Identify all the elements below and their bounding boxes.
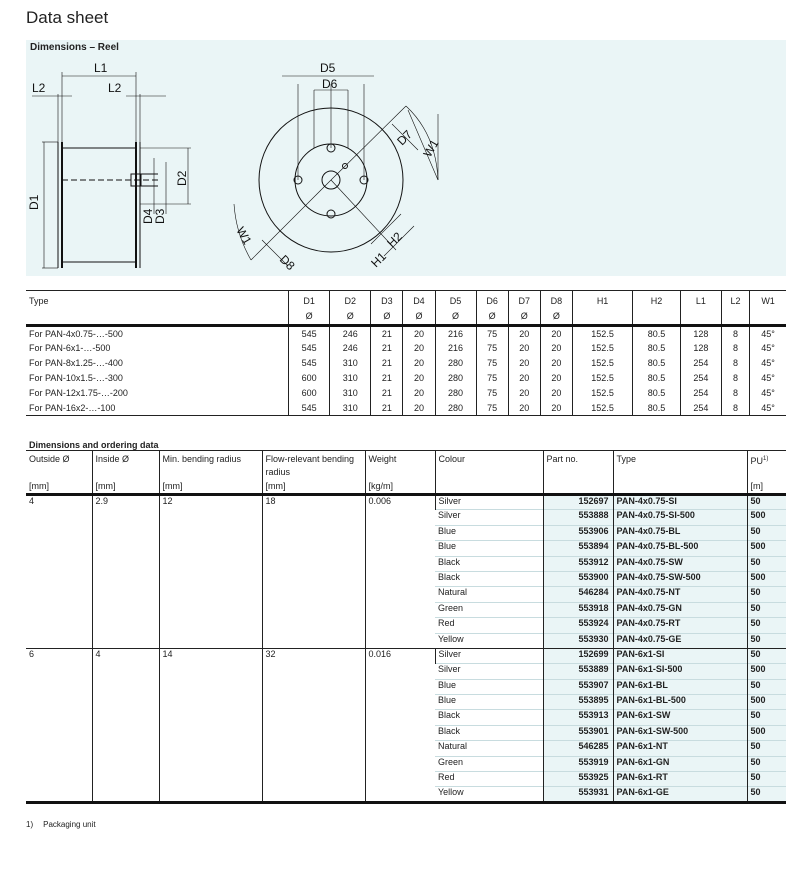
dim-header-sub: Ø (305, 311, 313, 321)
colour-cell: Silver (435, 664, 543, 679)
dim-cell: 20 (540, 386, 572, 401)
part-number: 152699 (543, 648, 613, 663)
footnote-text: Packaging unit (43, 820, 96, 829)
dim-cell: 310 (330, 401, 371, 416)
type-code: PAN-6x1-SI-500 (613, 664, 747, 679)
dim-header-label: D3 (381, 296, 393, 306)
group-min_bend: 14 (159, 648, 262, 802)
group-inside: 4 (92, 648, 159, 802)
label-d3: D3 (153, 208, 167, 224)
dim-cell: 254 (680, 401, 721, 416)
dim-cell: 20 (508, 341, 540, 356)
unit-cell: [mm] (262, 481, 365, 495)
dim-cell: 20 (540, 326, 572, 341)
part-number: 553888 (543, 510, 613, 525)
dim-header-1 (289, 291, 330, 326)
footnote (26, 820, 106, 829)
dim-cell: 20 (540, 401, 572, 416)
dim-cell: 152.5 (572, 326, 632, 341)
pu-cell: 50 (747, 587, 786, 602)
dim-header-label: L1 (695, 296, 706, 306)
part-number: 553907 (543, 679, 613, 694)
unit-cell (435, 481, 543, 495)
dim-cell: 280 (435, 386, 476, 401)
pu-cell: 50 (747, 618, 786, 633)
dim-cell: 80.5 (633, 401, 681, 416)
dim-cell: 20 (403, 401, 435, 416)
dim-header-11 (680, 291, 721, 326)
dim-header-label: D7 (518, 296, 530, 306)
pu-cell: 50 (747, 772, 786, 787)
table-row (26, 386, 786, 401)
dim-header-sub: Ø (415, 311, 423, 321)
dim-cell: 254 (680, 356, 721, 371)
dim-cell: 20 (403, 341, 435, 356)
part-number: 553906 (543, 525, 613, 540)
reel-section-title: Dimensions – Reel (30, 42, 119, 53)
dim-cell: 20 (540, 341, 572, 356)
dim-cell: 545 (289, 326, 330, 341)
dim-header-sub: Ø (552, 311, 560, 321)
dim-cell: 75 (476, 401, 508, 416)
dim-cell: 21 (371, 371, 403, 386)
dim-cell: 80.5 (633, 386, 681, 401)
dim-cell: 45° (750, 401, 786, 416)
pu-cell: 50 (747, 525, 786, 540)
ordering-header-0: Outside Ø (29, 453, 70, 464)
dim-cell: 20 (540, 371, 572, 386)
table-row (26, 356, 786, 371)
label-d7: D7 (394, 127, 415, 149)
dim-header-label: D1 (303, 296, 315, 306)
table-row (26, 371, 786, 386)
type-code: PAN-6x1-SW (613, 710, 747, 725)
colour-cell: Black (435, 556, 543, 571)
pu-cell: 50 (747, 495, 786, 510)
type-code: PAN-6x1-NT (613, 741, 747, 756)
label-d5: D5 (320, 61, 336, 75)
colour-cell: Red (435, 772, 543, 787)
colour-cell: Silver (435, 495, 543, 510)
colour-cell: Red (435, 618, 543, 633)
reel-drawing (26, 54, 786, 276)
dim-header-5 (435, 291, 476, 326)
part-number: 553918 (543, 602, 613, 617)
dim-cell: 254 (680, 371, 721, 386)
dim-header-label: Type (29, 296, 49, 306)
colour-cell: Silver (435, 648, 543, 663)
label-d8: D8 (276, 252, 298, 273)
label-d1: D1 (27, 194, 41, 210)
dim-cell: 216 (435, 341, 476, 356)
part-number: 152697 (543, 495, 613, 510)
colour-cell: Black (435, 710, 543, 725)
part-number: 553894 (543, 541, 613, 556)
colour-cell: Blue (435, 541, 543, 556)
unit-cell (613, 481, 747, 495)
unit-cell: [mm] (29, 480, 49, 491)
ordering-header-4: Weight (365, 450, 435, 481)
dim-cell: 8 (721, 326, 749, 341)
dim-cell: 600 (289, 371, 330, 386)
part-number: 553889 (543, 664, 613, 679)
dim-header-12 (721, 291, 749, 326)
dim-header-4 (403, 291, 435, 326)
pu-cell: 50 (747, 556, 786, 571)
dim-cell: 21 (371, 326, 403, 341)
group-inside: 2.9 (92, 495, 159, 649)
dim-header-label: H2 (650, 296, 663, 306)
dim-cell: For PAN-16x2-…-100 (29, 402, 116, 413)
dim-header-7 (508, 291, 540, 326)
dim-cell: 75 (476, 341, 508, 356)
unit-cell (543, 481, 613, 495)
dim-cell: 545 (289, 341, 330, 356)
pu-cell: 50 (747, 679, 786, 694)
part-number: 546284 (543, 587, 613, 602)
dim-cell: 21 (371, 341, 403, 356)
dim-cell: 152.5 (572, 386, 632, 401)
colour-cell: Natural (435, 587, 543, 602)
dim-cell: 8 (721, 401, 749, 416)
ordering-body (26, 495, 786, 803)
colour-cell: Silver (435, 510, 543, 525)
pu-cell: 50 (747, 602, 786, 617)
dim-cell: 152.5 (572, 341, 632, 356)
ordering-header-3: Flow-relevant bending radius (262, 450, 365, 481)
colour-cell: Green (435, 602, 543, 617)
part-number: 553931 (543, 787, 613, 802)
dim-header-3 (371, 291, 403, 326)
colour-cell: Green (435, 756, 543, 771)
dim-cell: For PAN-8x1.25-…-400 (29, 358, 123, 368)
dim-header-10 (633, 291, 681, 326)
dim-cell: For PAN-4x0.75-…-500 (29, 328, 123, 339)
dim-cell: 80.5 (633, 341, 681, 356)
colour-cell: Yellow (435, 633, 543, 648)
dim-cell: 20 (508, 371, 540, 386)
table-row (26, 341, 786, 356)
dim-cell: 8 (721, 371, 749, 386)
part-number: 553924 (543, 618, 613, 633)
pu-cell: 500 (747, 664, 786, 679)
dim-header-row (26, 291, 786, 326)
table-row (26, 326, 786, 341)
dim-header-label: D8 (550, 296, 563, 306)
part-number: 553912 (543, 556, 613, 571)
part-number: 553895 (543, 695, 613, 710)
colour-cell: Natural (435, 741, 543, 756)
type-code: PAN-4x0.75-BL-500 (613, 541, 747, 556)
type-code: PAN-4x0.75-SW-500 (613, 571, 747, 586)
dim-cell: 152.5 (572, 401, 632, 416)
dim-cell: 75 (476, 356, 508, 371)
pu-cell: 50 (747, 787, 786, 802)
dim-cell: 545 (289, 401, 330, 416)
dim-cell: 20 (508, 386, 540, 401)
dim-cell: 80.5 (633, 371, 681, 386)
ordering-header-7: Type (613, 450, 747, 481)
colour-cell: Yellow (435, 787, 543, 802)
dim-cell: 254 (680, 386, 721, 401)
dim-cell: 20 (508, 326, 540, 341)
pu-cell: 500 (747, 571, 786, 586)
part-number: 553930 (543, 633, 613, 648)
dim-cell: 280 (435, 356, 476, 371)
dim-cell: 280 (435, 401, 476, 416)
label-l2-right: L2 (108, 81, 122, 95)
dim-cell: 80.5 (633, 356, 681, 371)
type-code: PAN-6x1-RT (613, 772, 747, 787)
group-flow_bend: 32 (262, 648, 365, 802)
unit-cell: [kg/m] (365, 481, 435, 495)
colour-cell: Blue (435, 525, 543, 540)
dim-cell: 20 (540, 356, 572, 371)
dim-cell: For PAN-10x1.5-…-300 (29, 373, 123, 383)
colour-cell: Black (435, 571, 543, 586)
dim-header-0 (26, 291, 289, 326)
dim-header-sub: Ø (383, 311, 391, 321)
dim-cell: 20 (403, 386, 435, 401)
ordering-unit-row (26, 481, 786, 495)
type-code: PAN-4x0.75-SW (613, 556, 747, 571)
reel-dimensions-table (26, 290, 786, 416)
dim-cell: 280 (435, 371, 476, 386)
type-code: PAN-4x0.75-SI-500 (613, 510, 747, 525)
footnote-mark: 1) (26, 820, 34, 829)
type-code: PAN-6x1-SW-500 (613, 725, 747, 740)
dim-cell: 75 (476, 386, 508, 401)
dim-header-2 (330, 291, 371, 326)
dim-header-sub: Ø (346, 311, 354, 321)
dim-cell: 128 (680, 326, 721, 341)
dim-cell: 20 (508, 401, 540, 416)
label-w1-right: W1 (420, 136, 442, 160)
dim-cell: 600 (289, 386, 330, 401)
dim-header-label: D4 (413, 296, 425, 306)
label-l1: L1 (94, 61, 108, 75)
part-number: 553901 (543, 725, 613, 740)
dim-cell: 152.5 (572, 371, 632, 386)
dim-cell: 45° (750, 326, 786, 341)
dim-cell: 21 (371, 356, 403, 371)
label-d2: D2 (175, 170, 189, 186)
group-outside: 4 (29, 496, 35, 506)
label-h1: H1 (368, 249, 389, 271)
dim-header-sub: Ø (520, 311, 528, 321)
part-number: 553900 (543, 571, 613, 586)
label-h2: H2 (384, 229, 405, 251)
part-number: 553925 (543, 772, 613, 787)
dim-header-6 (476, 291, 508, 326)
dim-cell: 75 (476, 371, 508, 386)
dim-cell: 21 (371, 401, 403, 416)
dim-cell: 8 (721, 386, 749, 401)
dim-cell: 21 (371, 386, 403, 401)
dim-header-sub: Ø (452, 311, 460, 321)
pu-cell: 50 (747, 741, 786, 756)
pu-cell: 500 (747, 541, 786, 556)
dim-cell: 80.5 (633, 326, 681, 341)
label-d6: D6 (322, 77, 338, 91)
dim-cell: 310 (330, 356, 371, 371)
ordering-header-6: Part no. (543, 450, 613, 481)
dim-cell: 8 (721, 341, 749, 356)
dim-cell: 20 (403, 326, 435, 341)
ordering-header-5: Colour (435, 450, 543, 481)
type-code: PAN-4x0.75-GN (613, 602, 747, 617)
group-flow_bend: 18 (262, 495, 365, 649)
unit-cell: [m] (747, 481, 786, 495)
pu-cell: 500 (747, 725, 786, 740)
dim-cell: 152.5 (572, 356, 632, 371)
group-outside: 6 (26, 648, 92, 802)
unit-cell: [mm] (159, 481, 262, 495)
ordering-table (26, 436, 786, 804)
ordering-caption: Dimensions and ordering data (29, 439, 159, 450)
label-d4: D4 (141, 208, 155, 224)
dim-body (26, 326, 786, 416)
type-code: PAN-4x0.75-RT (613, 618, 747, 633)
pu-cell: 50 (747, 710, 786, 725)
dim-header-label: H1 (596, 296, 609, 306)
colour-cell: Blue (435, 679, 543, 694)
part-number: 546285 (543, 741, 613, 756)
dim-header-label: L2 (730, 296, 741, 306)
dim-cell: 310 (330, 371, 371, 386)
dim-cell: 216 (435, 326, 476, 341)
dim-cell: 75 (476, 326, 508, 341)
ordering-header-2: Min. bending radius (159, 450, 262, 481)
type-code: PAN-4x0.75-GE (613, 633, 747, 648)
table-row (26, 648, 786, 663)
dim-cell: For PAN-6x1-…-500 (29, 343, 111, 353)
part-number: 553919 (543, 756, 613, 771)
pu-cell: 500 (747, 695, 786, 710)
group-weight: 0.016 (365, 648, 435, 802)
dim-header-13 (750, 291, 786, 326)
page-title: Data sheet (26, 8, 109, 27)
dim-cell: 310 (330, 386, 371, 401)
dim-header-8 (540, 291, 572, 326)
dim-header-label: D2 (344, 296, 357, 306)
dim-cell: 8 (721, 356, 749, 371)
type-code: PAN-4x0.75-NT (613, 587, 747, 602)
ordering-header-row (26, 450, 786, 481)
pu-footnote-mark: 1) (763, 455, 769, 462)
dim-cell: 246 (330, 326, 371, 341)
pu-cell: 50 (747, 756, 786, 771)
dim-cell: 45° (750, 386, 786, 401)
dim-cell: 45° (750, 371, 786, 386)
dim-header-9 (572, 291, 632, 326)
type-code: PAN-6x1-BL (613, 679, 747, 694)
dim-header-sub: Ø (488, 311, 496, 321)
pu-cell: 50 (747, 633, 786, 648)
dim-cell: 20 (403, 371, 435, 386)
type-code: PAN-6x1-SI (613, 648, 747, 663)
dim-cell: 128 (680, 341, 721, 356)
part-number: 553913 (543, 710, 613, 725)
dim-header-label: W1 (761, 296, 775, 306)
unit-cell: [mm] (92, 481, 159, 495)
table-row (26, 495, 786, 510)
ordering-header-1: Inside Ø (92, 450, 159, 481)
dim-cell: For PAN-12x1.75-…-200 (29, 388, 128, 398)
type-code: PAN-6x1-BL-500 (613, 695, 747, 710)
dim-header-label: D5 (449, 296, 462, 306)
group-min_bend: 12 (159, 495, 262, 649)
reel-drawing-panel (26, 40, 786, 276)
pu-cell: 50 (747, 648, 786, 663)
colour-cell: Black (435, 725, 543, 740)
dim-cell: 545 (289, 356, 330, 371)
type-code: PAN-4x0.75-BL (613, 525, 747, 540)
dim-cell: 20 (403, 356, 435, 371)
ordering-header-8: PU$^{1)}$ (747, 450, 786, 481)
table-row (26, 401, 786, 416)
type-code: PAN-6x1-GN (613, 756, 747, 771)
colour-cell: Blue (435, 695, 543, 710)
type-code: PAN-4x0.75-SI (613, 495, 747, 510)
dim-cell: 246 (330, 341, 371, 356)
type-code: PAN-6x1-GE (613, 787, 747, 802)
dim-cell: 45° (750, 341, 786, 356)
group-weight: 0.006 (365, 495, 435, 649)
label-w1-left: W1 (233, 224, 255, 248)
dim-header-label: D6 (486, 296, 498, 306)
label-l2-left: L2 (32, 81, 46, 95)
dim-cell: 45° (750, 356, 786, 371)
dim-cell: 20 (508, 356, 540, 371)
pu-cell: 500 (747, 510, 786, 525)
